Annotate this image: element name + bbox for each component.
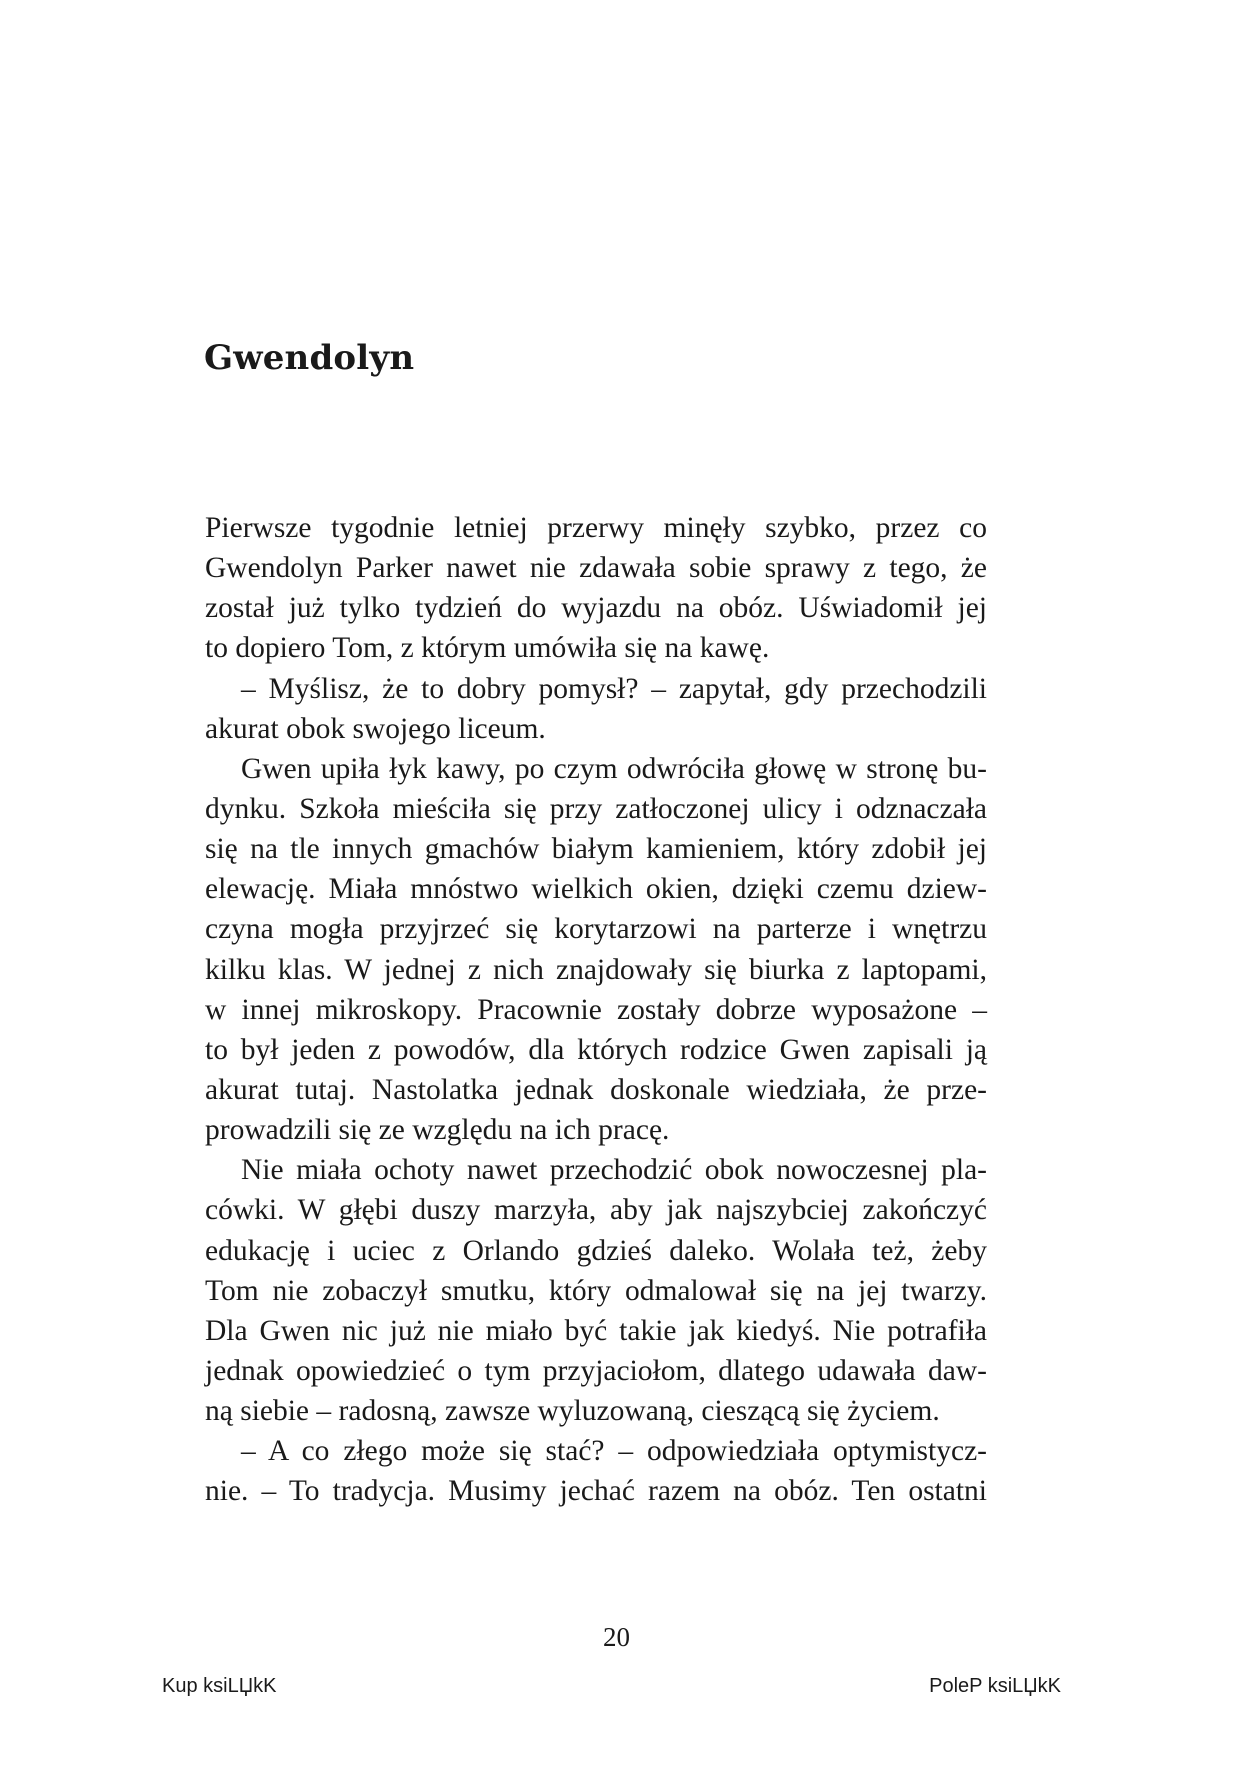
- text-line: Gwen upiła łyk kawy, po czym odwróciła głowę w stronę bu-: [241, 752, 987, 785]
- paragraph: [205, 1431, 987, 1511]
- text-line: akurat obok swojego liceum.: [205, 712, 546, 745]
- chapter-title: Gwendolyn: [204, 338, 415, 378]
- text-line: elewację. Miała mnóstwo wielkich okien, dzięki czemu dziew-: [205, 873, 987, 906]
- text-line: edukację i uciec z Orlando gdzieś daleko. Wolała też, żeby: [205, 1234, 987, 1267]
- footer-buy-book-link[interactable]: Kup ksiLЏkK: [162, 1675, 277, 1697]
- paragraph: [205, 669, 987, 749]
- paragraph: [205, 1150, 987, 1431]
- body-text: [205, 508, 987, 1512]
- text-line: akurat tutaj. Nastolatka jednak doskonale wiedziała, że prze-: [205, 1073, 987, 1106]
- text-line: w innej mikroskopy. Pracownie zostały dobrze wyposażone –: [205, 993, 987, 1026]
- text-line: dynku. Szkoła mieściła się przy zatłoczonej ulicy i odznaczała: [205, 792, 987, 825]
- text-line: to był jeden z powodów, dla których rodzice Gwen zapisali ją: [205, 1033, 987, 1066]
- text-line: się na tle innych gmachów białym kamieniem, który zdobił jej: [205, 833, 987, 866]
- text-line: to dopiero Tom, z którym umówiła się na kawę.: [205, 632, 770, 665]
- text-line: Dla Gwen nic już nie miało być takie jak kiedyś. Nie potrafiła: [205, 1314, 987, 1347]
- text-line: jednak opowiedzieć o tym przyjaciołom, dlatego udawała daw-: [205, 1354, 987, 1387]
- text-line: czyna mogła przyjrzeć się korytarzowi na parterze i wnętrzu: [205, 913, 987, 946]
- paragraph: [205, 508, 987, 669]
- page-number: 20: [603, 1622, 630, 1652]
- text-line: cówki. W głębi duszy marzyła, aby jak najszybciej zakończyć: [205, 1194, 987, 1227]
- footer-recommend-book-link[interactable]: PoleP ksiLЏkK: [929, 1675, 1061, 1697]
- text-line: Gwendolyn Parker nawet nie zdawała sobie sprawy z tego, że: [205, 552, 987, 585]
- paragraph: [205, 749, 987, 1150]
- text-line: – A co złego może się stać? – odpowiedziała optymistycz-: [241, 1435, 987, 1468]
- text-line: został już tylko tydzień do wyjazdu na obóz. Uświadomił jej: [205, 592, 987, 625]
- text-line: prowadzili się ze względu na ich pracę.: [205, 1114, 670, 1147]
- text-line: Pierwsze tygodnie letniej przerwy minęły szybko, przez co: [205, 512, 987, 544]
- text-line: nie. – To tradycja. Musimy jechać razem na obóz. Ten ostatni: [205, 1475, 987, 1508]
- text-line: Nie miała ochoty nawet przechodzić obok nowoczesnej pla-: [241, 1154, 987, 1187]
- text-line: ną siebie – radosną, zawsze wyluzowaną, cieszącą się życiem.: [205, 1395, 940, 1428]
- text-line: Tom nie zobaczył smutku, który odmalował się na jej twarzy.: [205, 1274, 987, 1307]
- text-line: kilku klas. W jednej z nich znajdowały się biurka z laptopami,: [205, 953, 987, 986]
- text-line: – Myślisz, że to dobry pomysł? – zapytał, gdy przechodzili: [241, 672, 987, 705]
